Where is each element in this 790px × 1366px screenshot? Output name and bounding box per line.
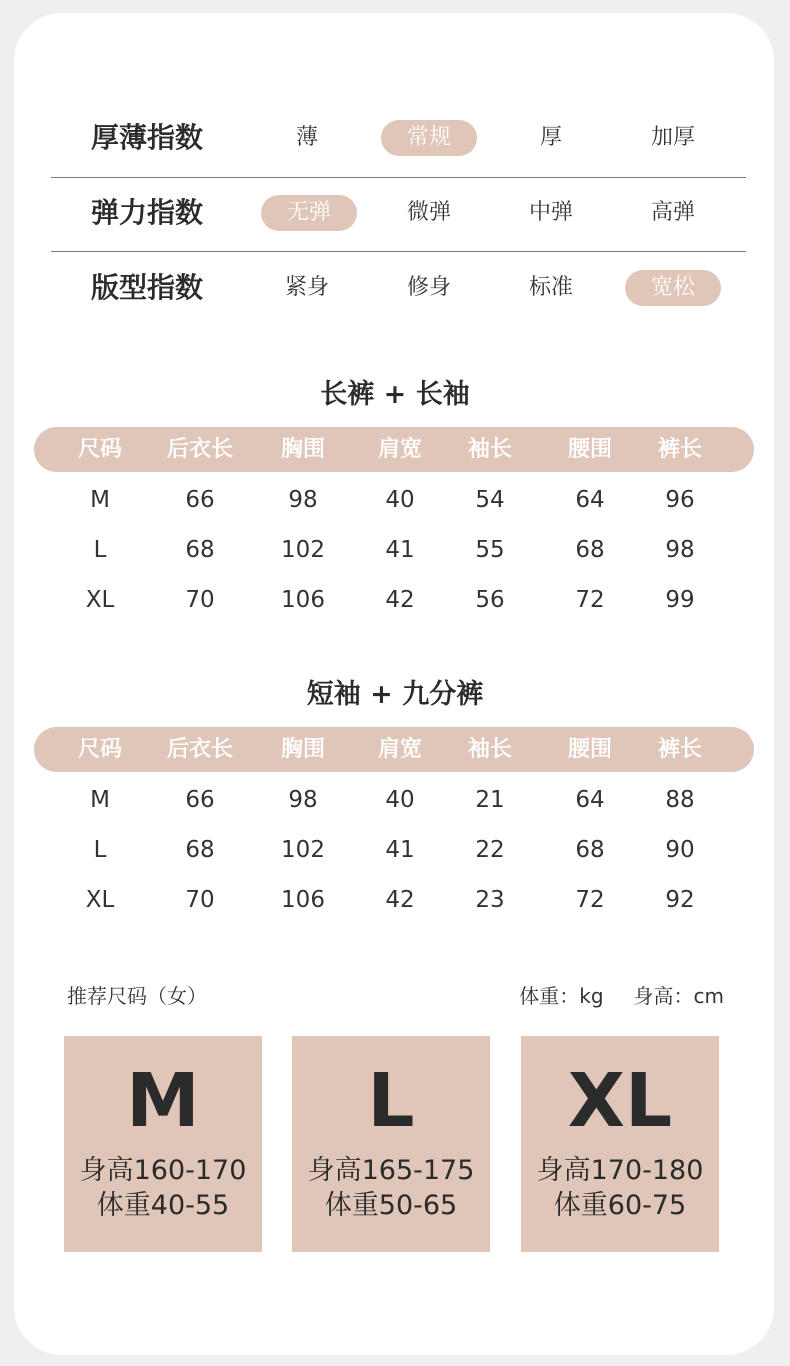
cell-size: XL <box>85 587 115 613</box>
size-weight-range: 体重40-55 <box>96 1190 230 1221</box>
header-pants-length: 裤长 <box>657 737 702 762</box>
cell-back-length: 68 <box>185 837 215 863</box>
cell-chest: 106 <box>281 587 325 613</box>
table-row <box>34 475 754 525</box>
cell-pants-length: 98 <box>665 537 695 563</box>
size-card-m <box>64 1036 262 1252</box>
elasticity-option-slight: 微弹 <box>406 200 451 225</box>
cell-size: M <box>90 487 110 513</box>
thickness-option-thin: 薄 <box>295 125 318 150</box>
cell-sleeve: 55 <box>475 537 505 563</box>
cell-size: L <box>93 537 107 563</box>
fit-option-standard: 标准 <box>528 275 573 300</box>
cell-sleeve: 54 <box>475 487 505 513</box>
cell-shoulder: 42 <box>385 587 415 613</box>
cell-back-length: 70 <box>185 887 215 913</box>
cell-waist: 64 <box>575 787 605 813</box>
size-weight-range: 体重50-65 <box>324 1190 458 1221</box>
cell-waist: 72 <box>575 887 605 913</box>
size-letter: L <box>367 1058 415 1144</box>
cell-shoulder: 40 <box>385 787 415 813</box>
cell-sleeve: 56 <box>475 587 505 613</box>
cell-waist: 68 <box>575 837 605 863</box>
fit-option-slim: 修身 <box>406 275 451 300</box>
table-row <box>34 525 754 575</box>
elasticity-index-row <box>51 178 746 248</box>
cell-pants-length: 92 <box>665 887 695 913</box>
cell-waist: 68 <box>575 537 605 563</box>
recommend-units <box>519 980 724 1009</box>
size-weight-range: 体重60-75 <box>553 1190 687 1221</box>
height-unit: 身高：cm <box>633 984 724 1008</box>
elasticity-option-none: 无弹 <box>261 195 357 231</box>
size-height-range: 身高170-180 <box>536 1155 704 1186</box>
header-pants-length: 裤长 <box>657 437 702 462</box>
header-waist: 腰围 <box>567 737 612 762</box>
header-chest: 胸围 <box>280 737 325 762</box>
cell-back-length: 66 <box>185 787 215 813</box>
size-letter: XL <box>567 1058 673 1144</box>
cell-waist: 64 <box>575 487 605 513</box>
table-row <box>34 775 754 825</box>
table-header-long <box>34 427 754 472</box>
cell-back-length: 66 <box>185 487 215 513</box>
elasticity-index-label: 弹力指数 <box>91 196 204 229</box>
size-height-range: 身高160-170 <box>79 1155 247 1186</box>
elasticity-option-medium: 中弹 <box>528 200 573 225</box>
thickness-index-row <box>51 103 746 173</box>
cell-chest: 98 <box>288 787 318 813</box>
cell-shoulder: 40 <box>385 487 415 513</box>
cell-pants-length: 88 <box>665 787 695 813</box>
cell-sleeve: 21 <box>475 787 505 813</box>
cell-waist: 72 <box>575 587 605 613</box>
header-sleeve: 袖长 <box>467 437 512 462</box>
fit-index-label: 版型指数 <box>91 271 204 304</box>
cell-size: M <box>90 787 110 813</box>
size-card-xl <box>521 1036 719 1252</box>
thickness-option-thick: 厚 <box>539 125 562 150</box>
table-row <box>34 575 754 625</box>
table-title-short: 短袖 + 九分裤 <box>306 679 484 710</box>
cell-pants-length: 90 <box>665 837 695 863</box>
cell-chest: 102 <box>281 537 325 563</box>
header-sleeve: 袖长 <box>467 737 512 762</box>
cell-chest: 102 <box>281 837 325 863</box>
table-row <box>34 825 754 875</box>
size-letter: M <box>126 1058 200 1144</box>
header-shoulder: 肩宽 <box>377 737 422 762</box>
cell-size: L <box>93 837 107 863</box>
cell-shoulder: 41 <box>385 837 415 863</box>
table-header-short <box>34 727 754 772</box>
header-back-length: 后衣长 <box>166 437 233 462</box>
table-row <box>34 875 754 925</box>
fit-option-tight: 紧身 <box>284 275 329 300</box>
cell-shoulder: 42 <box>385 887 415 913</box>
recommend-title: 推荐尺码（女） <box>67 984 207 1008</box>
cell-chest: 106 <box>281 887 325 913</box>
size-height-range: 身高165-175 <box>307 1155 475 1186</box>
thickness-index-label: 厚薄指数 <box>91 121 204 154</box>
header-size: 尺码 <box>77 737 122 762</box>
fit-option-loose: 宽松 <box>625 270 721 306</box>
cell-pants-length: 99 <box>665 587 695 613</box>
weight-unit: 体重：kg <box>519 984 604 1008</box>
header-back-length: 后衣长 <box>166 737 233 762</box>
divider <box>51 251 746 252</box>
cell-back-length: 70 <box>185 587 215 613</box>
header-shoulder: 肩宽 <box>377 437 422 462</box>
fit-index-row <box>51 253 746 323</box>
header-waist: 腰围 <box>567 437 612 462</box>
cell-back-length: 68 <box>185 537 215 563</box>
cell-shoulder: 41 <box>385 537 415 563</box>
elasticity-option-high: 高弹 <box>650 200 695 225</box>
size-card-l <box>292 1036 490 1252</box>
cell-size: XL <box>85 887 115 913</box>
cell-chest: 98 <box>288 487 318 513</box>
thickness-option-regular: 常规 <box>381 120 477 156</box>
thickness-option-extra-thick: 加厚 <box>650 125 695 150</box>
cell-sleeve: 22 <box>475 837 505 863</box>
cell-pants-length: 96 <box>665 487 695 513</box>
header-chest: 胸围 <box>280 437 325 462</box>
cell-sleeve: 23 <box>475 887 505 913</box>
header-size: 尺码 <box>77 437 122 462</box>
table-title-long: 长裤 + 长袖 <box>320 379 470 410</box>
